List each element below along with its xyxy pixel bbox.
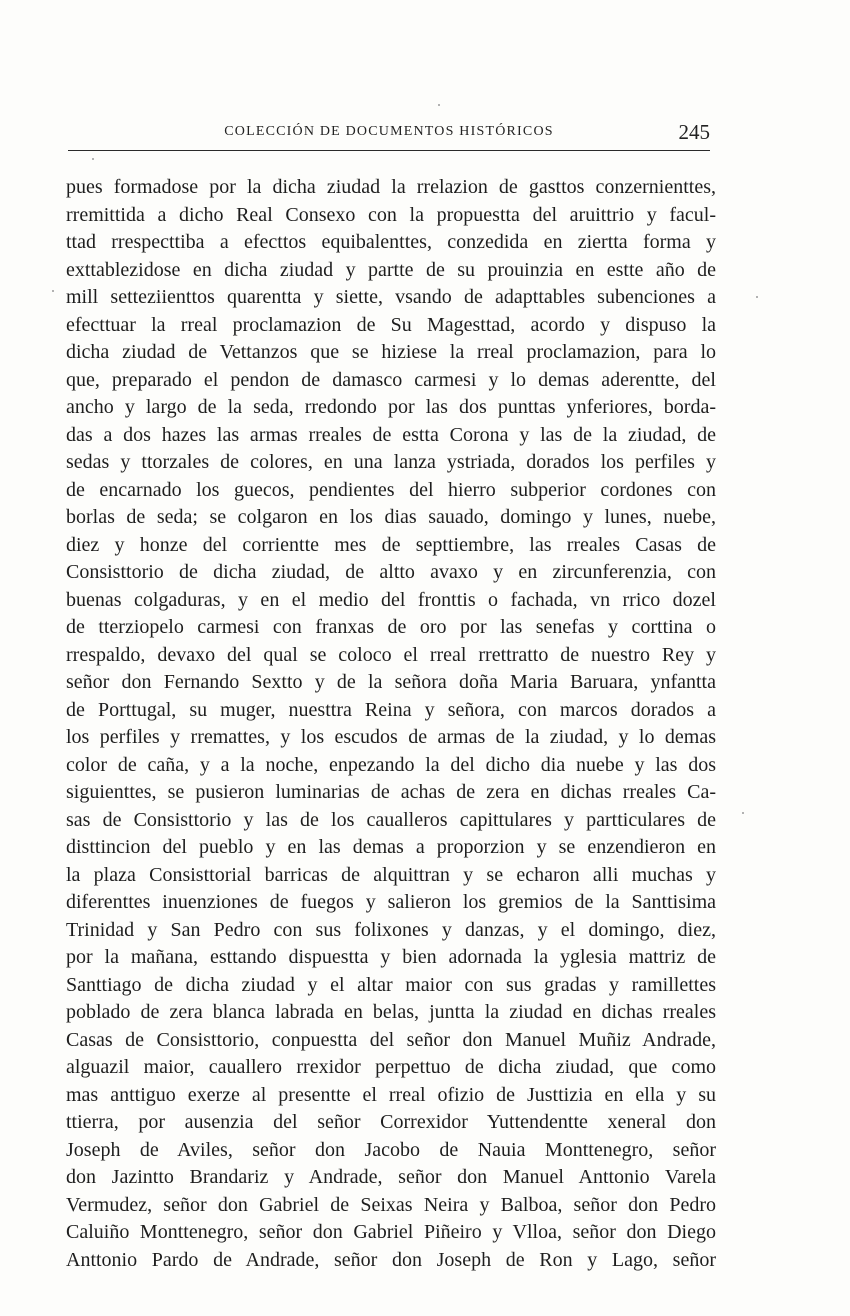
text-line: rrespaldo, devaxo del qual se coloco el rreal rrettratto de nuestro Rey y	[66, 643, 716, 666]
scan-speck	[92, 158, 94, 160]
text-line: ttad rrespecttiba a efecttos equibalenttes, conzedida en ziertta forma y	[66, 231, 716, 253]
text-line: dicha ziudad de Vettanzos que se hiziese la rreal proclamazion, para lo	[66, 341, 716, 363]
text-line: la plaza Consisttorial barricas de alquittran y se echaron alli muchas y	[66, 863, 716, 886]
text-line: Joseph de Aviles, señor don Jacobo de Nauia Monttenegro, señor	[66, 1138, 716, 1161]
text-line: disttincion del pueblo y en las demas a proporzion y se enzendieron en	[66, 836, 716, 858]
text-line: de tterziopelo carmesi con franxas de oro por las senefas y corttina o	[66, 616, 716, 638]
text-line: ancho y largo de la seda, rredondo por las dos punttas ynferiores, borda-	[66, 396, 716, 418]
text-line: alguazil maior, cauallero rrexidor perpettuo de dicha ziudad, que como	[66, 1056, 716, 1078]
text-line: Caluiño Monttenegro, señor don Gabriel Piñeiro y Vlloa, señor don Diego	[66, 1221, 716, 1243]
text-line: Consisttorio de dicha ziudad, de altto avaxo y en zircunferenzia, con	[66, 561, 716, 583]
text-line: poblado de zera blanca labrada en belas, juntta la ziudad en dichas rreales	[66, 1001, 716, 1023]
text-line: diez y honze del corrientte mes de septtiembre, las rreales Casas de	[66, 533, 716, 556]
text-line: Santtiago de dicha ziudad y el altar maior con sus gradas y ramillettes	[66, 973, 716, 996]
text-line: siguienttes, se pusieron luminarias de achas de zera en dichas rreales Ca-	[66, 781, 716, 803]
text-line: exttablezidose en dicha ziudad y partte de su prouinzia en estte año de	[66, 258, 716, 281]
text-line: señor don Fernando Sextto y de la señora doña Maria Baruara, ynfantta	[66, 671, 716, 693]
running-head	[68, 120, 710, 146]
header-rule	[68, 150, 710, 151]
text-line: de Porttugal, su muger, nuesttra Reina y señora, con marcos dorados a	[66, 698, 716, 721]
text-line: buenas colgaduras, y en el medio del fronttis o fachada, vn rrico dozel	[66, 588, 716, 611]
text-line: Vermudez, señor don Gabriel de Seixas Neira y Balboa, señor don Pedro	[66, 1193, 716, 1216]
text-line: ttierra, por ausenzia del señor Correxidor Yuttendentte xeneral don	[66, 1111, 716, 1133]
text-line: mill setteziienttos quarentta y siette, vsando de adapttables subenciones a	[66, 286, 716, 308]
running-title: COLECCIÓN DE DOCUMENTOS HISTÓRICOS	[224, 124, 554, 139]
text-line: sas de Consisttorio y las de los caualleros capittulares y partticulares de	[66, 808, 716, 831]
text-line: pues formadose por la dicha ziudad la rrelazion de gasttos conzernienttes,	[66, 176, 716, 198]
text-line: por la mañana, esttando dispuestta y bien adornada la yglesia mattriz de	[66, 946, 716, 968]
scan-speck	[742, 812, 744, 814]
text-line: diferenttes inuenziones de fuegos y salieron los gremios de la Santtisima	[66, 891, 716, 913]
text-line: borlas de seda; se colgaron en los dias sauado, domingo y lunes, nuebe,	[66, 506, 716, 528]
text-line: efecttuar la rreal proclamazion de Su Magesttad, acordo y dispuso la	[66, 313, 716, 336]
text-line: Anttonio Pardo de Andrade, señor don Joseph de Ron y Lago, señor	[66, 1248, 716, 1271]
text-line: los perfiles y rremattes, y los escudos de armas de la ziudad, y lo demas	[66, 726, 716, 748]
body-text	[66, 174, 716, 1274]
text-line: das a dos hazes las armas rreales de estta Corona y las de la ziudad, de	[66, 423, 716, 446]
scan-speck	[52, 290, 54, 292]
text-line: que, preparado el pendon de damasco carmesi y lo demas aderentte, del	[66, 368, 716, 391]
text-line: don Jazintto Brandariz y Andrade, señor don Manuel Anttonio Varela	[66, 1166, 716, 1188]
text-line: Casas de Consisttorio, conpuestta del señor don Manuel Muñiz Andrade,	[66, 1028, 716, 1051]
text-line: mas anttiguo exerze al presentte el rreal ofizio de Justtizia en ella y su	[66, 1083, 716, 1106]
text-line: color de caña, y a la noche, enpezando la del dicho dia nuebe y las dos	[66, 753, 716, 776]
text-line: rremittida a dicho Real Consexo con la propuestta del aruittrio y facul-	[66, 203, 716, 226]
scan-speck	[756, 296, 758, 298]
page-number: 245	[678, 120, 710, 144]
text-line: Trinidad y San Pedro con sus folixones y danzas, y el domingo, diez,	[66, 918, 716, 941]
text-line: de encarnado los guecos, pendientes del hierro subperior cordones con	[66, 478, 716, 501]
scan-speck	[438, 104, 440, 106]
text-line: sedas y ttorzales de colores, en una lanza ystriada, dorados los perfiles y	[66, 451, 716, 473]
